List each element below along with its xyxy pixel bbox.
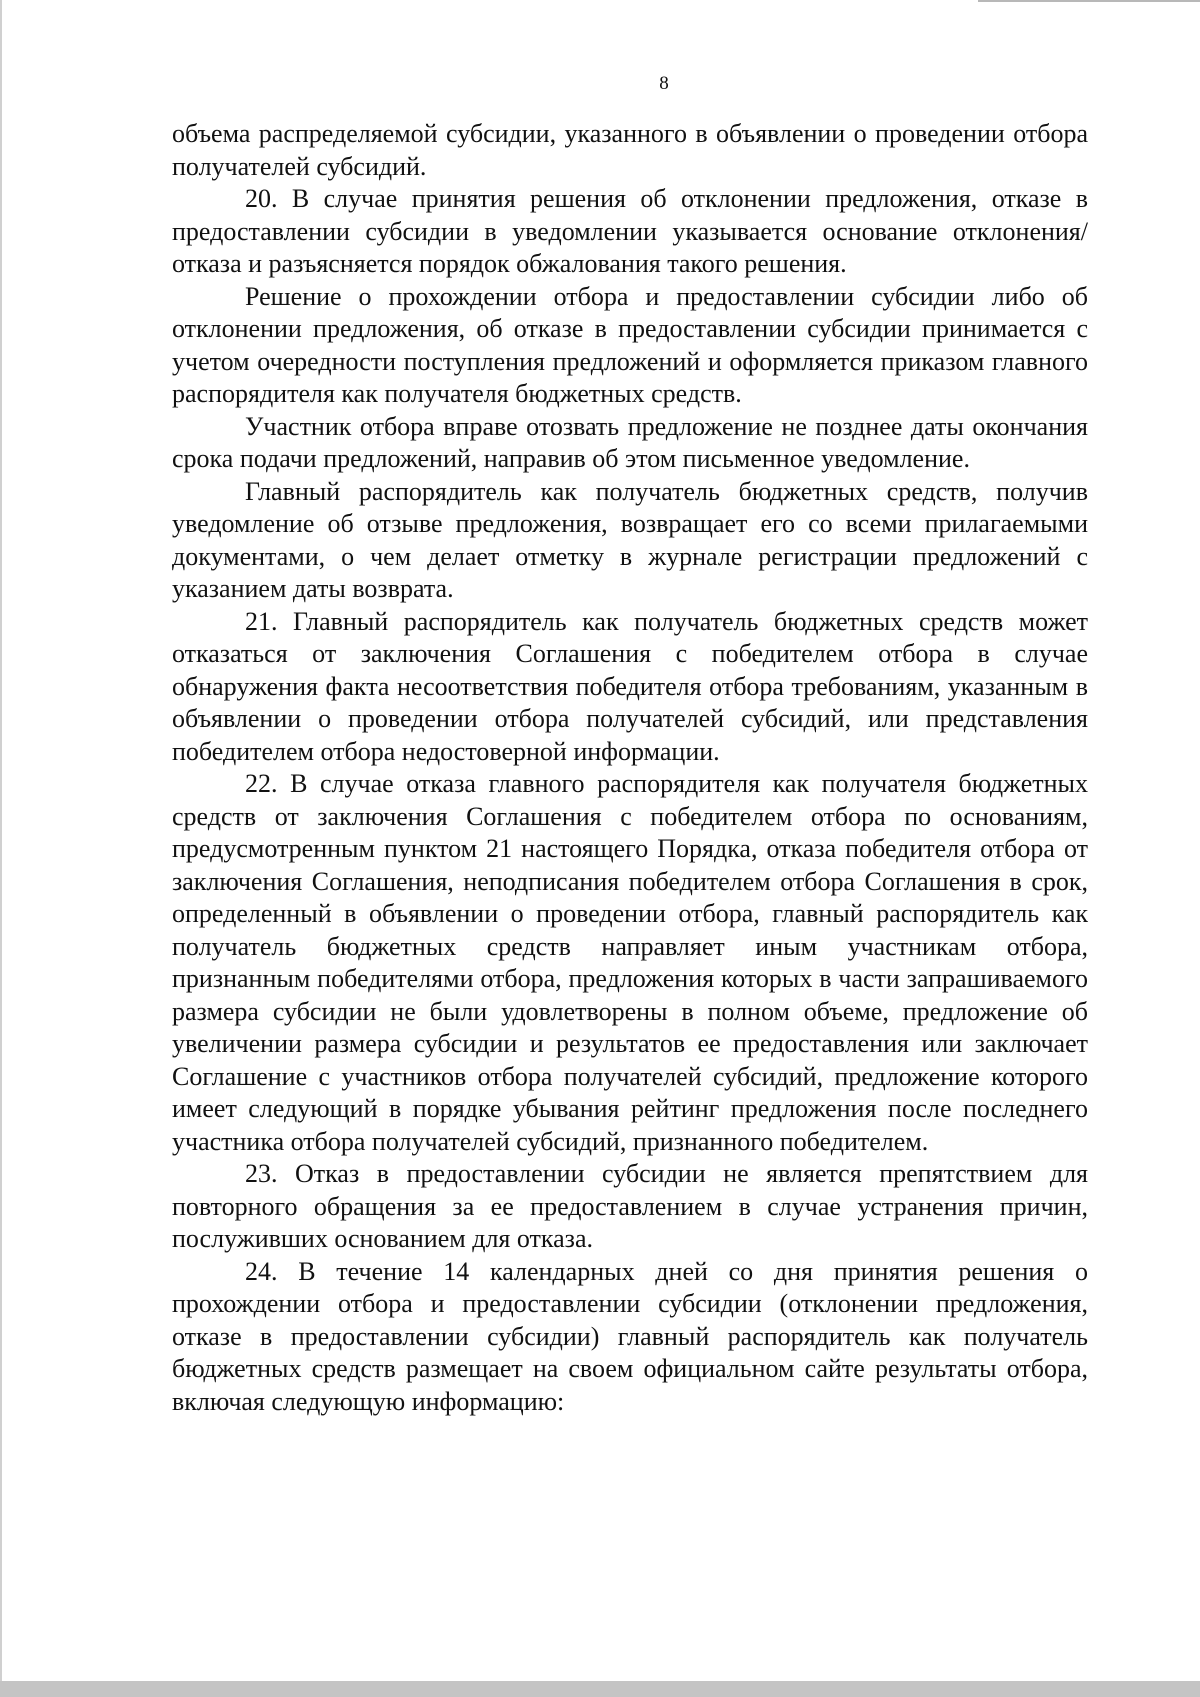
viewer-bottom-bar	[0, 1681, 1200, 1697]
paragraph-item-22: 22. В случае отказа главного распорядителя как получателя бюджетных средств от заключения Соглашения с победителем отбора по основаниям, предусмотренным пунктом 21 настоящего Порядка, отказа победителя отбора от заключения Соглашения, неподписания победителем отбора Соглашения в срок, определенный в объявлении о проведении отбора, главный распорядитель как получатель бюджетных средств направляет иным участникам отбора, признанным победителями отбора, предложения которых в части запрашиваемого размера субсидии не были удовлетворены в полном объеме, предложение об увеличении размера субсидии и результатов ее предоставления или заключает Соглашение с участников отбора получателей субсидий, предложение которого имеет следующий в порядке убывания рейтинг предложения после последнего участника отбора получателей субсидий, признанного победителем.	[172, 769, 1088, 1156]
page-number: 8	[659, 73, 669, 94]
paragraph-item-20: 20. В случае принятия решения об отклонении предложения, отказе в предоставлении субсидии в уведомлении указывается основание отклонения/отказа и разъясняется порядок обжалования такого решения.	[172, 184, 1088, 278]
page-top-edge	[978, 0, 1200, 2]
paragraph-return: Главный распорядитель как получатель бюджетных средств, получив уведомление об отзыве предложения, возвращает его со всеми прилагаемыми документами, о чем делает отметку в журнале регистрации предложений с указанием даты возврата.	[172, 476, 1088, 603]
document-body	[172, 118, 1088, 1418]
page-left-edge	[0, 0, 2, 1681]
paragraph-item-24: 24. В течение 14 календарных дней со дня принятия решения о прохождении отбора и предоставлении субсидии (отклонении предложения, отказе в предоставлении субсидии) главный распорядитель как получатель бюджетных средств размещает на своем официальном сайте результаты отбора, включая следующую информацию:	[172, 1256, 1088, 1416]
paragraph-withdrawal: Участник отбора вправе отозвать предложение не позднее даты окончания срока подачи предложений, направив об этом письменное уведомление.	[172, 411, 1088, 473]
paragraph-item-21: 21. Главный распорядитель как получатель бюджетных средств может отказаться от заключения Соглашения с победителем отбора в случае обнаружения факта несоответствия победителя отбора требованиям, указанным в объявлении о проведении отбора получателей субсидий, или представления победителем отбора недостоверной информации.	[172, 606, 1088, 766]
paragraph-continuation: объема распределяемой субсидии, указанного в объявлении о проведении отбора получателей субсидий.	[172, 119, 1088, 181]
paragraph-decision: Решение о прохождении отбора и предоставлении субсидии либо об отклонении предложения, об отказе в предоставлении субсидии принимается с учетом очередности поступления предложений и оформляется приказом главного распорядителя как получателя бюджетных средств.	[172, 281, 1088, 408]
paragraph-item-23: 23. Отказ в предоставлении субсидии не является препятствием для повторного обращения за ее предоставлением в случае устранения причин, послуживших основанием для отказа.	[172, 1159, 1088, 1253]
